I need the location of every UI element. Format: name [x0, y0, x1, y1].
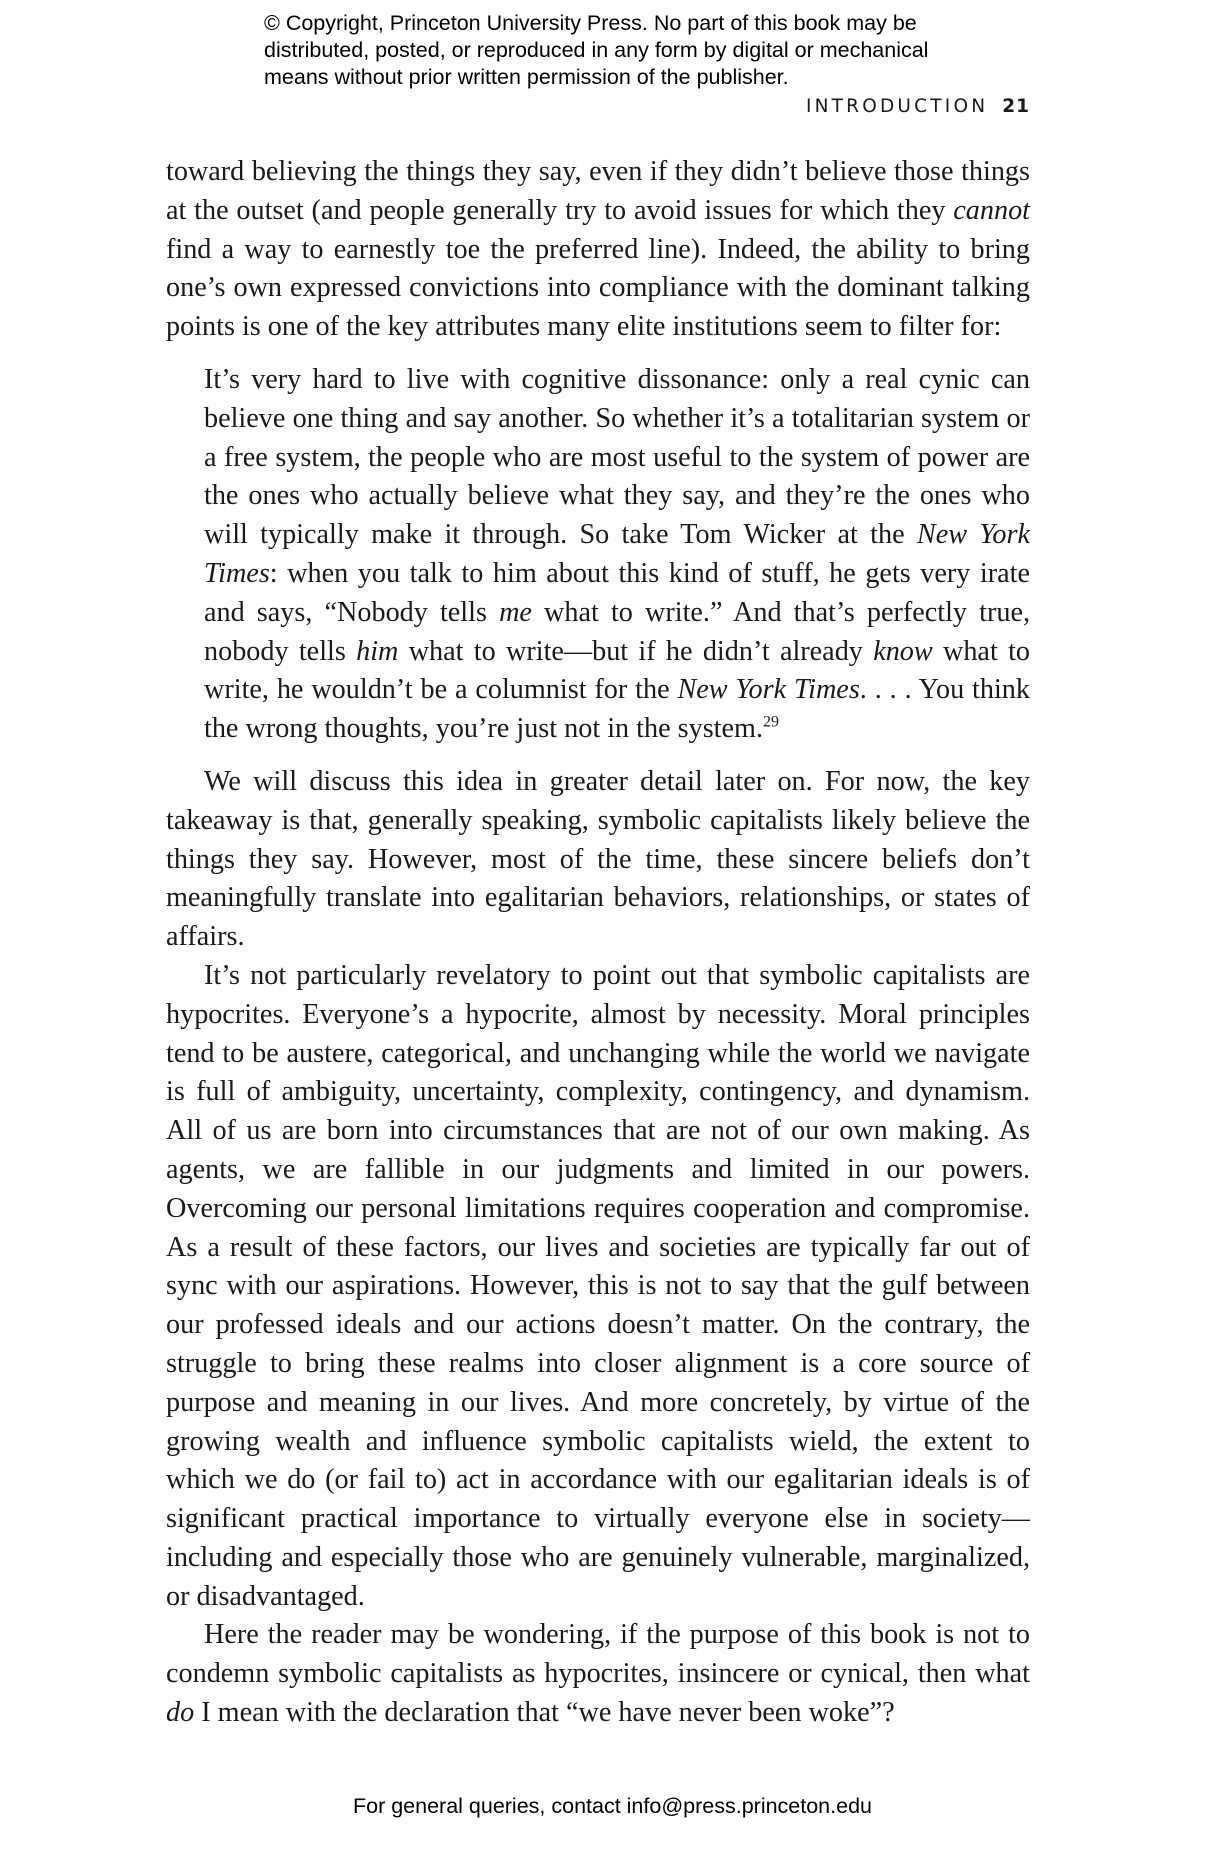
- footer-contact: For general queries, contact info@press.princeton.edu: [352, 1794, 872, 1818]
- copyright-notice: [264, 10, 1024, 91]
- block-quotation: It’s very hard to live with cognitive dissonance: only a real cynic can believe one thing and say another. So whether it’s a totalitarian system or a free system, the people who are most useful to the system of power are the ones who actually believe what they say, and they’re the ones who will typically make it through. So take Tom Wicker at the New York Times: when you talk to him about this kind of stuff, he gets very irate and says, “Nobody tells me what to write.” And that’s perfectly true, nobody tells him what to write—but if he didn’t already know what to write, he wouldn’t be a columnist for the New York Times. . . . You think the wrong thoughts, you’re just not in the system.$^{29}$: [204, 363, 1030, 745]
- paragraph-continued: toward believing the things they say, even if they didn’t believe those things at the outset (and people generally try to avoid issues for which they cannot find a way to earnestly toe the preferred line). Indeed, the ability to bring one’s own expressed convictions into compliance with the dominant talking points is one of the key attributes many elite institutions seem to filter for:: [166, 156, 1030, 343]
- copyright-line: means without prior written permission of the publisher.: [264, 65, 789, 89]
- footnote-marker[interactable]: 29: [763, 713, 780, 731]
- page-body: [166, 153, 1030, 1733]
- chapter-title: INTRODUCTION: [805, 96, 989, 117]
- copyright-line: © Copyright, Princeton University Press. No part of this book may be: [264, 11, 917, 35]
- paragraph: Here the reader may be wondering, if the purpose of this book is not to condemn symbolic capitalists as hypocrites, insincere or cynical, then what do I mean with the declaration that “we have never been woke”?: [166, 1619, 1030, 1729]
- page-number: 21: [1002, 96, 1030, 117]
- paragraph: We will discuss this idea in greater detail later on. For now, the key takeaway is that, generally speaking, symbolic capitalists likely believe the things they say. However, most of the time, these sincere beliefs don’t meaningfully translate into egalitarian behaviors, relationships, or states of affairs.: [166, 765, 1030, 953]
- copyright-line: distributed, posted, or reproduced in any form by digital or mechanical: [264, 38, 929, 62]
- paragraph: It’s not particularly revelatory to point out that symbolic capitalists are hypocrites. Everyone’s a hypocrite, almost by necessity. Moral principles tend to be austere, categorical, and unchanging while the world we navigate is full of ambiguity, uncertainty, complexity, contingency, and dynamism. All of us are born into circumstances that are not of our own making. As agents, we are fallible in our judgments and limited in our powers. Overcoming our personal limitations requires cooperation and compromise. As a result of these factors, our lives and societies are typically far out of sync with our aspirations. However, this is not to say that the gulf between our professed ideals and our actions doesn’t matter. On the contrary, the struggle to bring these realms into closer alignment is a core source of purpose and meaning in our lives. And more concretely, by virtue of the growing wealth and influence symbolic capitalists wield, the extent to which we do (or fail to) act in accordance with our egalitarian ideals is of significant practical importance to virtually everyone else in society—including and especially those who are genuinely vulnerable, marginalized, or disadvantaged.: [166, 959, 1030, 1612]
- running-head: [806, 96, 1030, 117]
